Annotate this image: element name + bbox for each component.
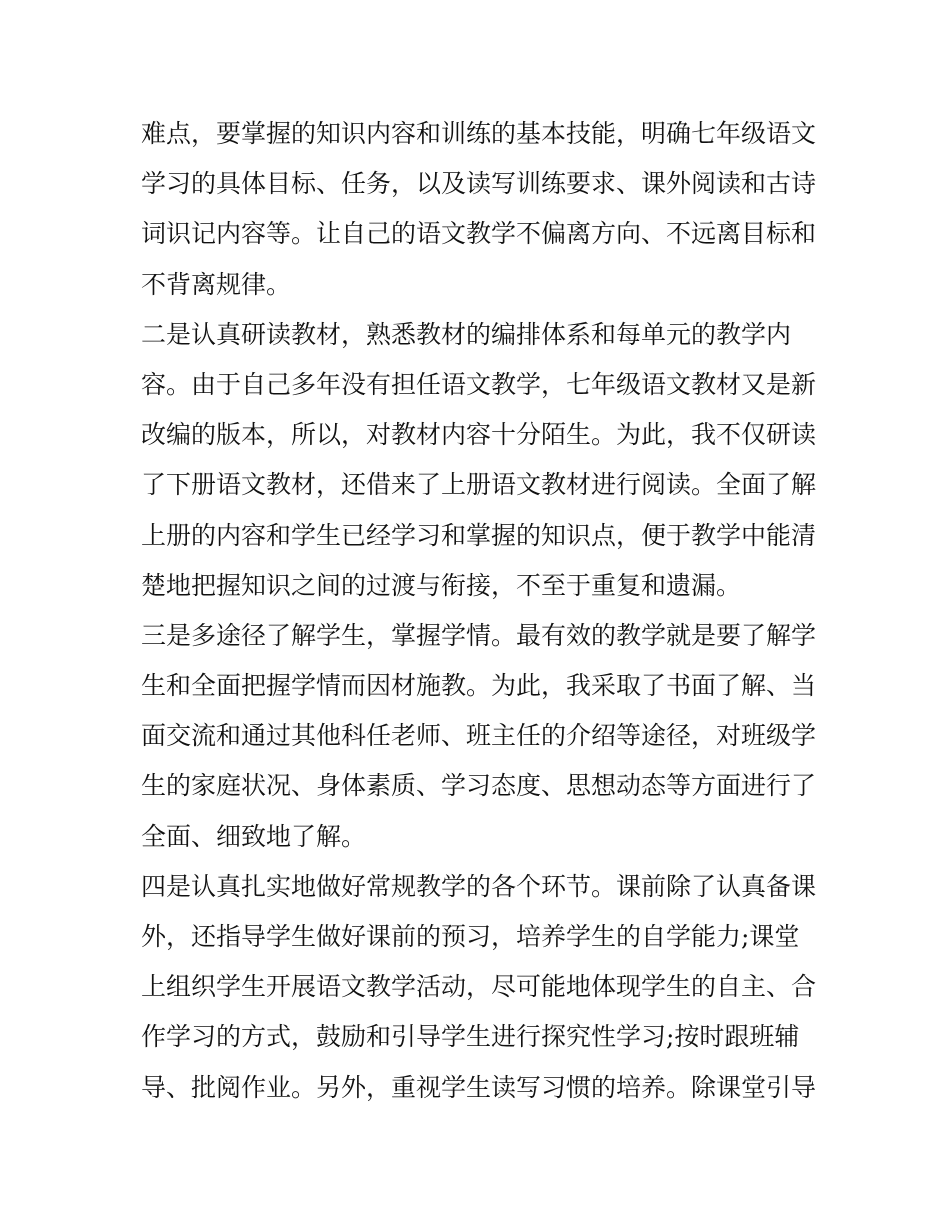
text-line: 楚地把握知识之间的过渡与衔接，不至于重复和遗漏。	[141, 570, 742, 600]
text-line: 生的家庭状况、身体素质、学习态度、思想动态等方面进行了	[141, 771, 817, 801]
text-line: 词识记内容等。让自己的语文教学不偏离方向、不远离目标和	[141, 219, 817, 249]
text-line: 容。由于自己多年没有担任语文教学，七年级语文教材又是新	[141, 369, 817, 399]
text-line: 二是认真研读教材，熟悉教材的编排体系和每单元的教学内	[141, 319, 792, 349]
text-line: 生和全面把握学情而因材施教。为此，我采取了书面了解、当	[141, 671, 817, 701]
text-line: 作学习的方式，鼓励和引导学生进行探究性学习;按时跟班辅	[141, 1022, 800, 1052]
body-text	[141, 109, 821, 1113]
text-line: 学习的具体目标、任务，以及读写训练要求、课外阅读和古诗	[141, 169, 817, 199]
text-line: 难点，要掌握的知识内容和训练的基本技能，明确七年级语文	[141, 119, 817, 148]
text-line: 三是多途径了解学生，掌握学情。最有效的教学就是要了解学	[141, 620, 817, 650]
text-line: 面交流和通过其他科任老师、班主任的介绍等途径，对班级学	[141, 721, 817, 751]
text-line: 导、批阅作业。另外，重视学生读写习惯的培养。除课堂引导	[141, 1072, 817, 1102]
text-line: 改编的版本，所以，对教材内容十分陌生。为此，我不仅研读	[141, 420, 817, 450]
text-line: 全面、细致地了解。	[141, 821, 367, 851]
text-line: 上册的内容和学生已经学习和掌握的知识点，便于教学中能清	[141, 520, 817, 550]
text-line: 四是认真扎实地做好常规教学的各个环节。课前除了认真备课	[141, 871, 817, 901]
text-line: 外，还指导学生做好课前的预习，培养学生的自学能力;课堂	[141, 922, 800, 951]
text-line: 上组织学生开展语文教学活动，尽可能地体现学生的自主、合	[141, 972, 817, 1002]
text-line: 不背离规律。	[141, 269, 292, 299]
text-line: 了下册语文教材，还借来了上册语文教材进行阅读。全面了解	[141, 470, 817, 500]
